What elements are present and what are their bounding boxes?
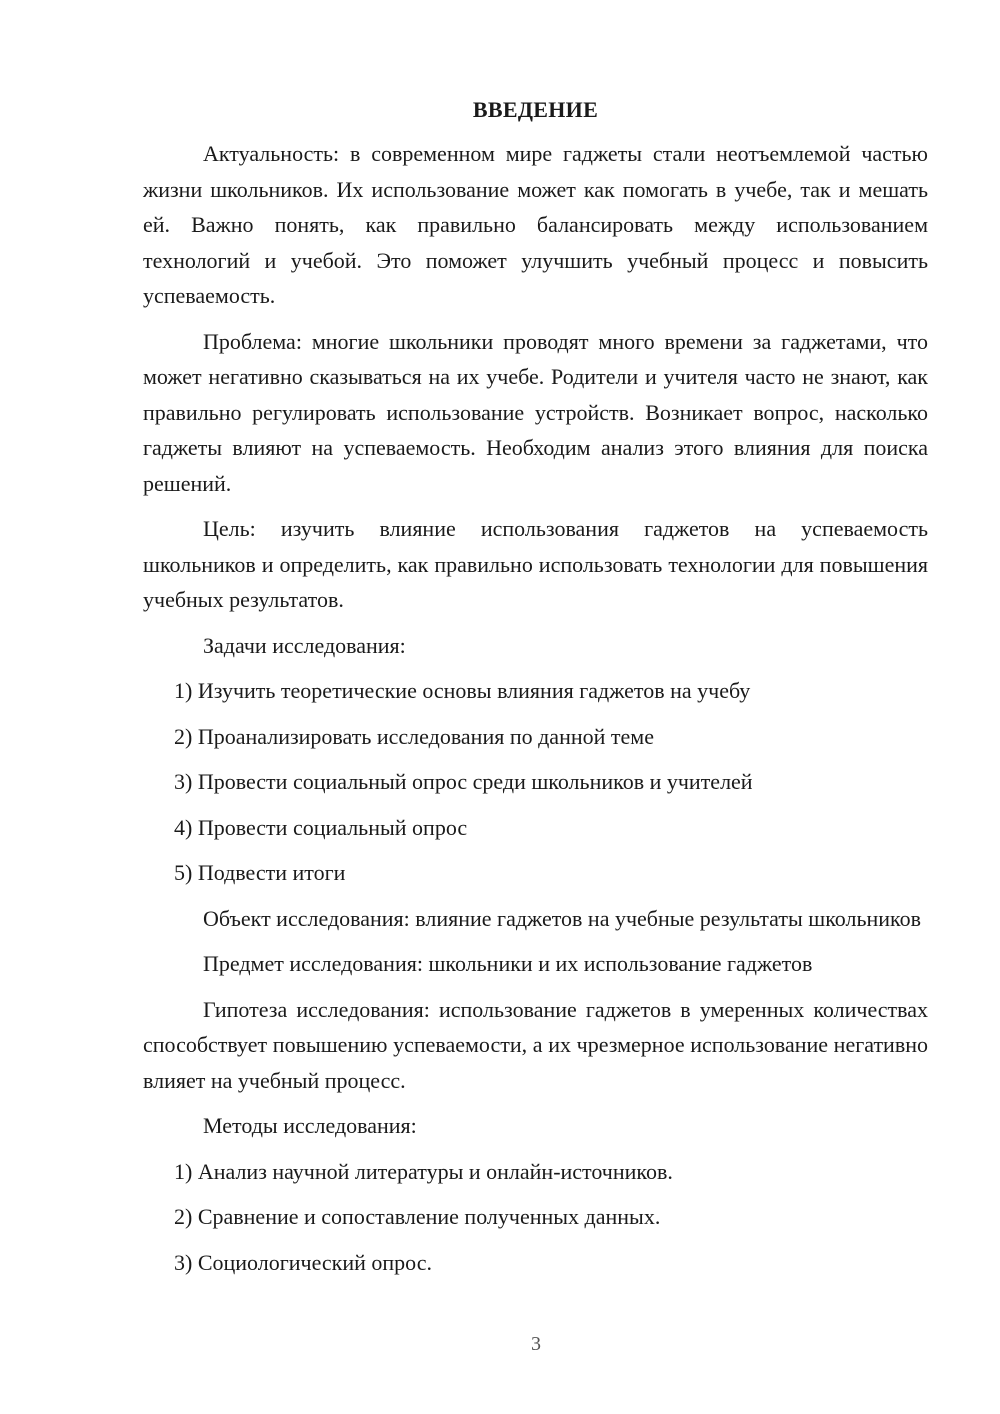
list-item: 1) Анализ научной литературы и онлайн-источников. <box>174 1158 673 1184</box>
relevance-paragraph: Актуальность: в современном мире гаджеты стали неотъемлемой частью жизни школьников. Их использование может как помогать в учебе, так и мешать ей. Важно понять, как правильно балансировать между использованием технологий и учебой. Это поможет улучшить учебный процесс и повысить успеваемость. <box>143 141 928 308</box>
page-title: ВВЕДЕНИЕ <box>472 97 599 122</box>
list-item: 3) Провести социальный опрос среди школьников и учителей <box>174 769 753 794</box>
tasks-title: Задачи исследования: <box>203 632 406 658</box>
page-number: 3 <box>531 1333 541 1355</box>
tasks-list <box>143 673 928 891</box>
hypothesis-paragraph: Гипотеза исследования: использование гаджетов в умеренных количествах способствует повышению успеваемости, а их чрезмерное использование негативно влияет на учебный процесс. <box>143 996 928 1093</box>
methods-list <box>143 1154 928 1281</box>
subject-paragraph: Предмет исследования: школьники и их использование гаджетов <box>203 951 813 976</box>
list-item: 2) Сравнение и сопоставление полученных данных. <box>174 1204 661 1229</box>
problem-paragraph: Проблема: многие школьники проводят много времени за гаджетами, что может негативно сказываться на их учебе. Родители и учителя часто не знают, как правильно регулировать использование устройств. Возникает вопрос, насколько гаджеты влияют на успеваемость. Необходим анализ этого влияния для поиска решений. <box>143 328 928 496</box>
document-page <box>143 94 928 1290</box>
list-item: 3) Социологический опрос. <box>174 1249 432 1275</box>
goal-paragraph: Цель: изучить влияние использования гаджетов на успеваемость школьников и определить, как правильно использовать технологии для повышения учебных результатов. <box>143 516 928 612</box>
list-item: 4) Провести социальный опрос <box>174 814 468 840</box>
methods-title: Методы исследования: <box>203 1113 417 1138</box>
object-paragraph: Объект исследования: влияние гаджетов на учебные результаты школьников <box>203 905 921 931</box>
list-item: 5) Подвести итоги <box>174 860 346 885</box>
list-item: 2) Проанализировать исследования по данной теме <box>174 723 654 749</box>
list-item: 1) Изучить теоретические основы влияния гаджетов на учебу <box>174 678 751 703</box>
